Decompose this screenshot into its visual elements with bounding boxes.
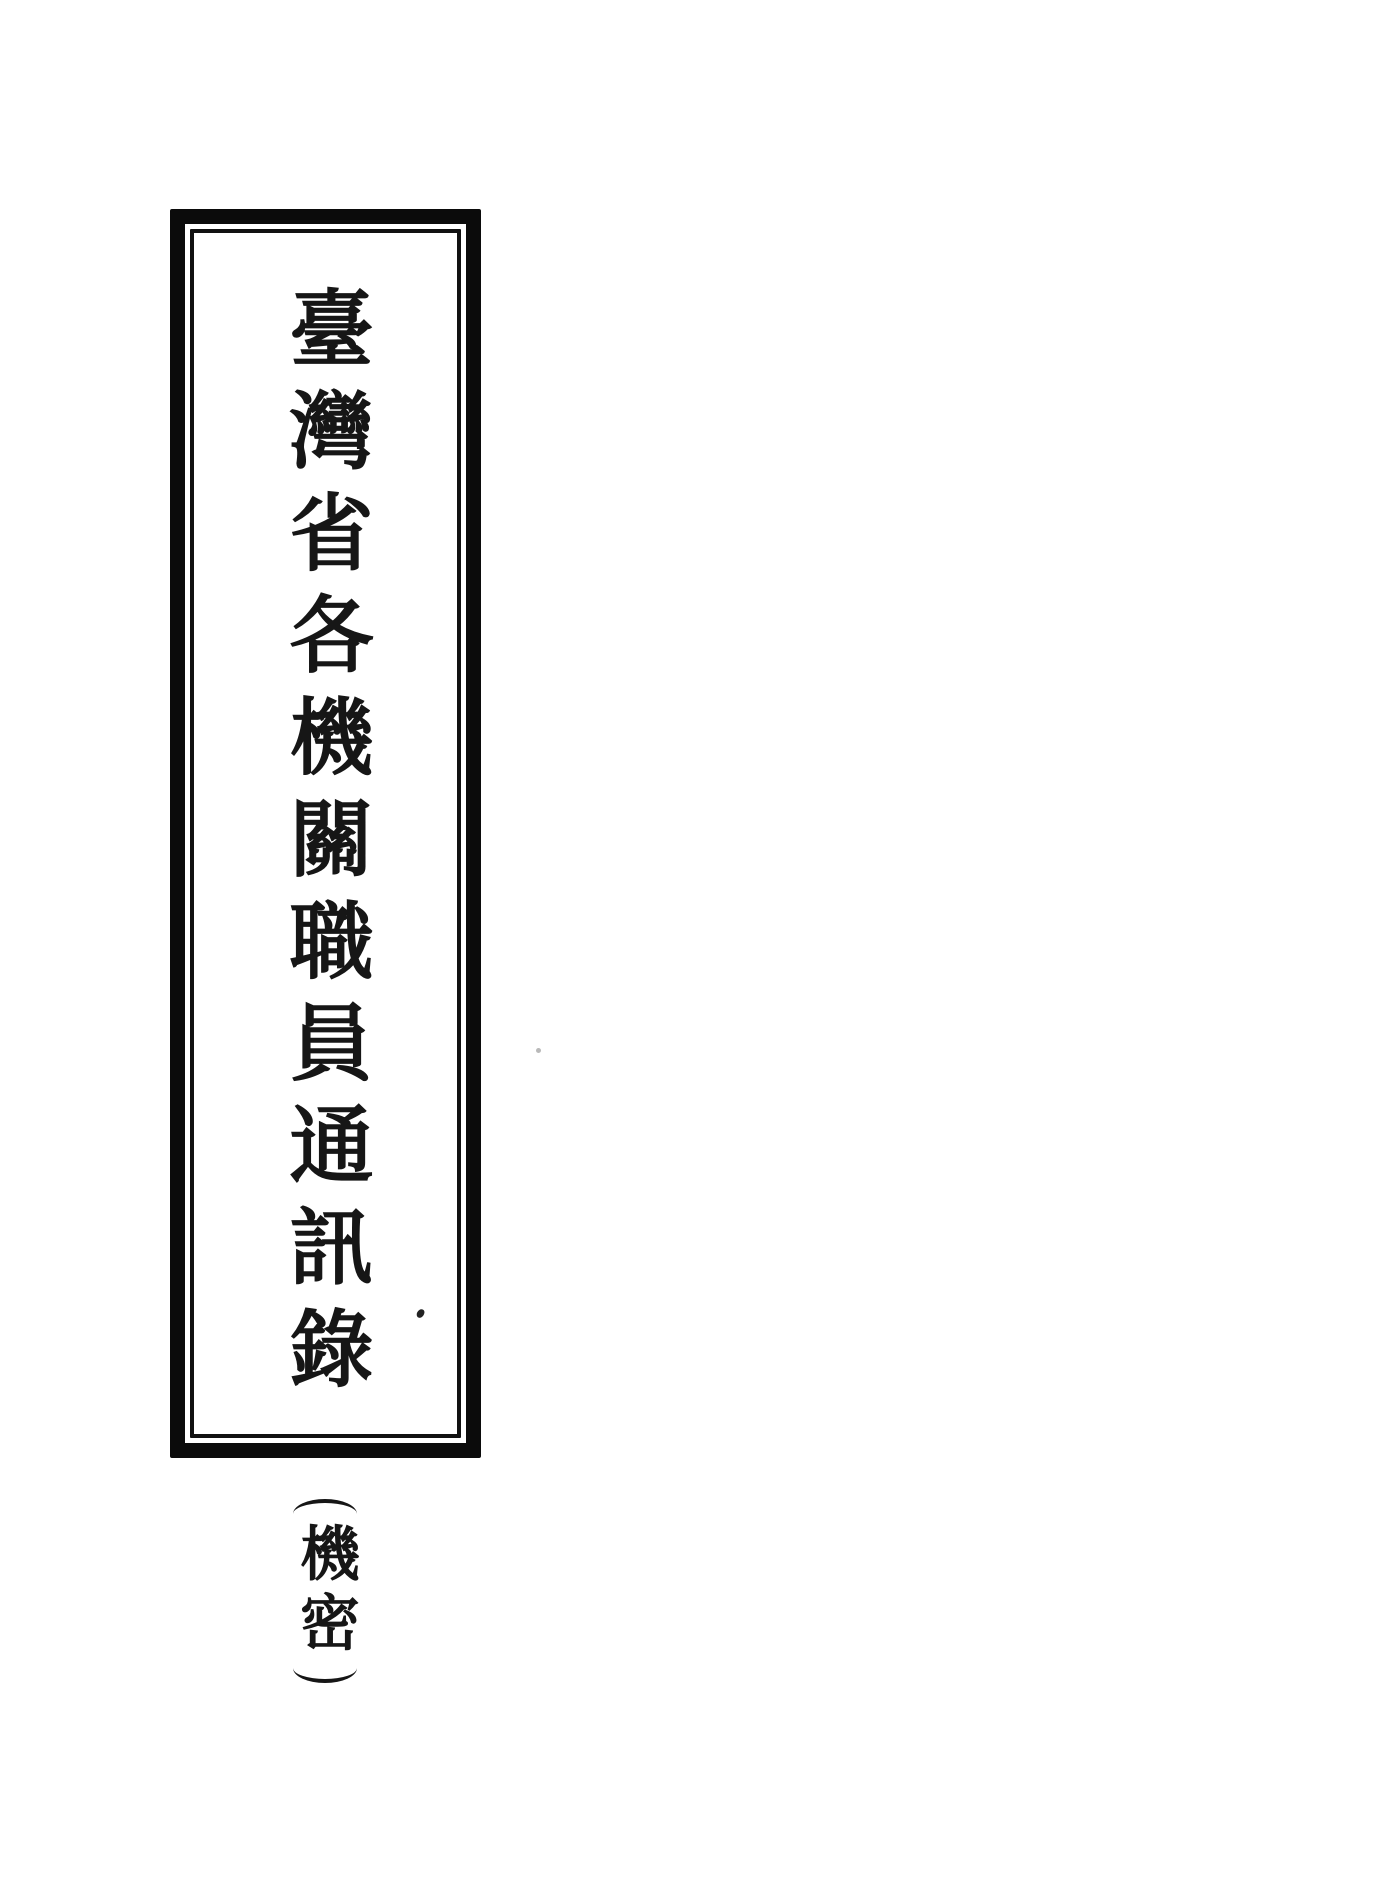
book-title-vertical: 臺灣省各機關職員通訊錄	[276, 285, 375, 1407]
vertical-open-paren-icon	[293, 1499, 357, 1514]
classification-text: 機密	[290, 1522, 360, 1660]
vertical-close-paren-icon	[293, 1668, 357, 1683]
ink-speck	[536, 1048, 541, 1053]
classification-label	[290, 1499, 360, 1683]
